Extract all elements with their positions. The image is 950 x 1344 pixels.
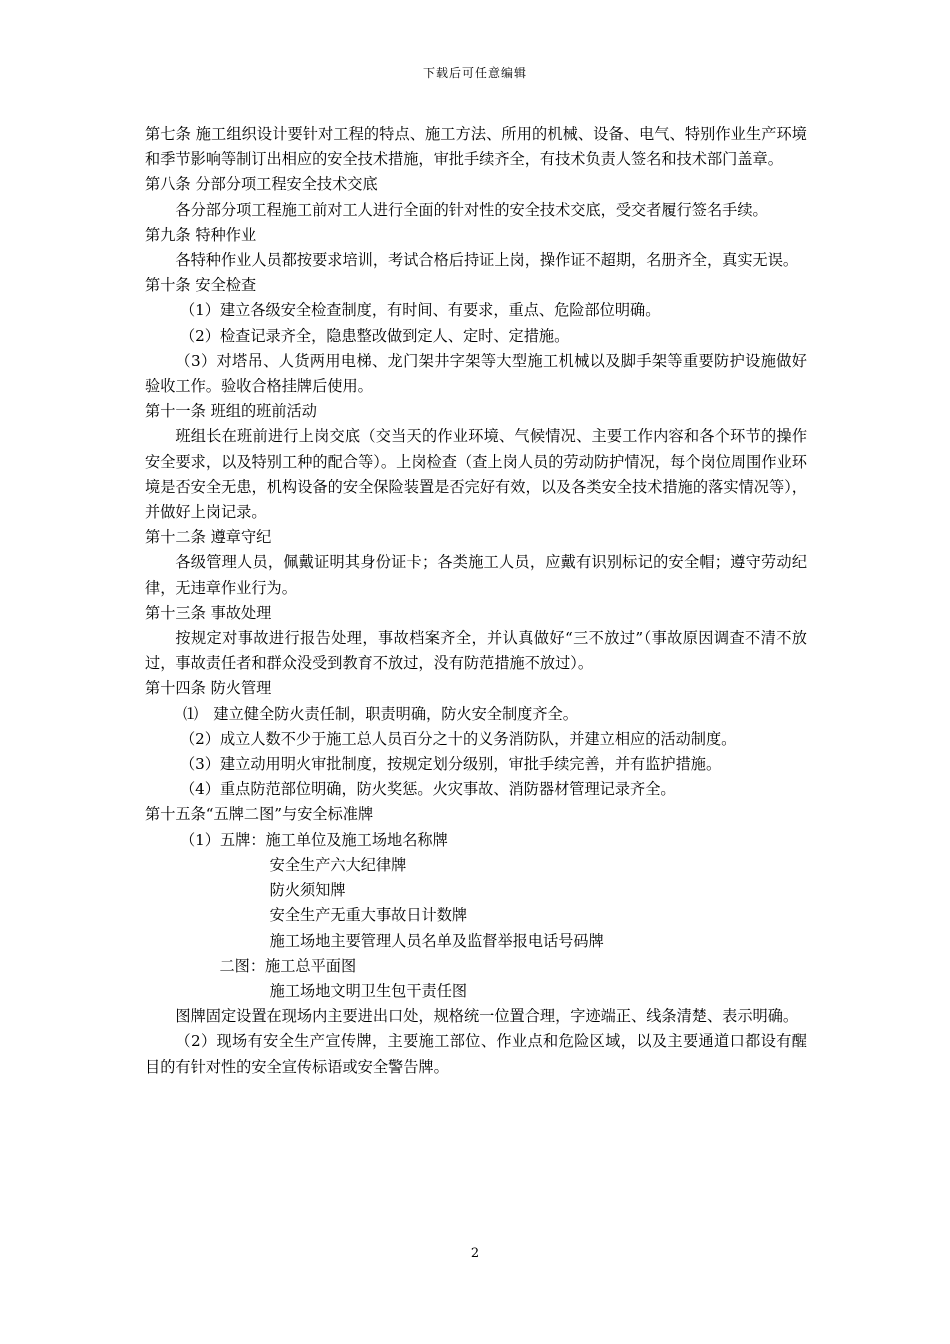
paragraph: 安全生产六大纪律牌 <box>269 855 407 874</box>
paragraph: 第十二条 遵章守纪 <box>145 528 272 547</box>
document-body <box>145 122 807 1080</box>
paragraph: （4）重点防范部位明确，防火奖惩。火灾事故、消防器材管理记录齐全。 <box>179 780 676 799</box>
paragraph: （2）成立人数不少于施工总人员百分之十的义务消防队，并建立相应的活动制度。 <box>179 729 737 748</box>
paragraph: 按规定对事故进行报告处理，事故档案齐全，并认真做好“三不放过”（事故原因调查不清不放过，事故责任者和群众没受到教育不放过，没有防范措施不放过）。 <box>145 629 807 673</box>
paragraph: 第七条 施工组织设计要针对工程的特点、施工方法、所用的机械、设备、电气、特别作业生产环境和季节影响等制订出相应的安全技术措施，审批手续齐全，有技术负责人签名和技术部门盖章。 <box>145 125 807 169</box>
paragraph: 二图：施工总平面图 <box>219 956 357 975</box>
paragraph: （1）建立各级安全检查制度，有时间、有要求，重点、危险部位明确。 <box>179 301 661 320</box>
paragraph: （3）对塔吊、人货两用电梯、龙门架井字架等大型施工机械以及脚手架等重要防护设施做好验收工作。验收合格挂牌后使用。 <box>145 351 807 396</box>
paragraph: （3）建立动用明火审批制度，按规定划分级别，审批手续完善，并有监护措施。 <box>179 755 722 774</box>
header-note: 下载后可任意编辑 <box>422 66 527 80</box>
paragraph: 施工场地主要管理人员名单及监督举报电话号码牌 <box>269 931 604 950</box>
paragraph: 第九条 特种作业 <box>145 225 257 244</box>
paragraph: 班组长在班前进行上岗交底（交当天的作业环境、气候情况、主要工作内容和各个环节的操作安全要求，以及特别工种的配合等）。上岗检查（查上岗人员的劳动防护情况，每个岗位周围作业环境是否安全无患，机构设备的安全保险装置是否完好有效，以及各类安全技术措施的落实情况等），并做好上岗记录。 <box>145 427 807 522</box>
paragraph: （2）现场有安全生产宣传牌，主要施工部位、作业点和危险区域，以及主要通道口都设有醒目的有针对性的安全宣传标语或安全警告牌。 <box>145 1032 807 1076</box>
paragraph: 第十条 安全检查 <box>145 276 257 295</box>
paragraph: 施工场地文明卫生包干责任图 <box>269 981 468 1000</box>
paragraph: 第十五条“五牌二图”与安全标准牌 <box>145 805 374 824</box>
paragraph: 各特种作业人员都按要求培训，考试合格后持证上岗，操作证不超期，名册齐全，真实无误。 <box>175 251 799 270</box>
paragraph: 第十四条 防火管理 <box>145 679 272 698</box>
paragraph: ⑴ 建立健全防火责任制，职责明确，防火安全制度齐全。 <box>183 704 578 723</box>
paragraph: 各分部分项工程施工前对工人进行全面的针对性的安全技术交底，受交者履行签名手续。 <box>175 200 768 219</box>
paragraph: 图牌固定设置在现场内主要进出口处，规格统一位置合理，字迹端正、线条清楚、表示明确。 <box>175 1007 799 1026</box>
paragraph: 各级管理人员，佩戴证明其身份证卡；各类施工人员，应戴有识别标记的安全帽；遵守劳动纪律，无违章作业行为。 <box>145 553 807 597</box>
paragraph: （1）五牌：施工单位及施工场地名称牌 <box>179 830 448 849</box>
paragraph: 第八条 分部分项工程安全技术交底 <box>145 175 378 194</box>
paragraph: 第十三条 事故处理 <box>145 603 272 622</box>
paragraph: 安全生产无重大事故日计数牌 <box>269 906 468 925</box>
paragraph: 第十一条 班组的班前活动 <box>145 402 317 421</box>
paragraph: （2）检查记录齐全，隐患整改做到定人、定时、定措施。 <box>179 326 570 345</box>
paragraph: 防火须知牌 <box>269 881 346 900</box>
page-number: 2 <box>470 1246 480 1261</box>
